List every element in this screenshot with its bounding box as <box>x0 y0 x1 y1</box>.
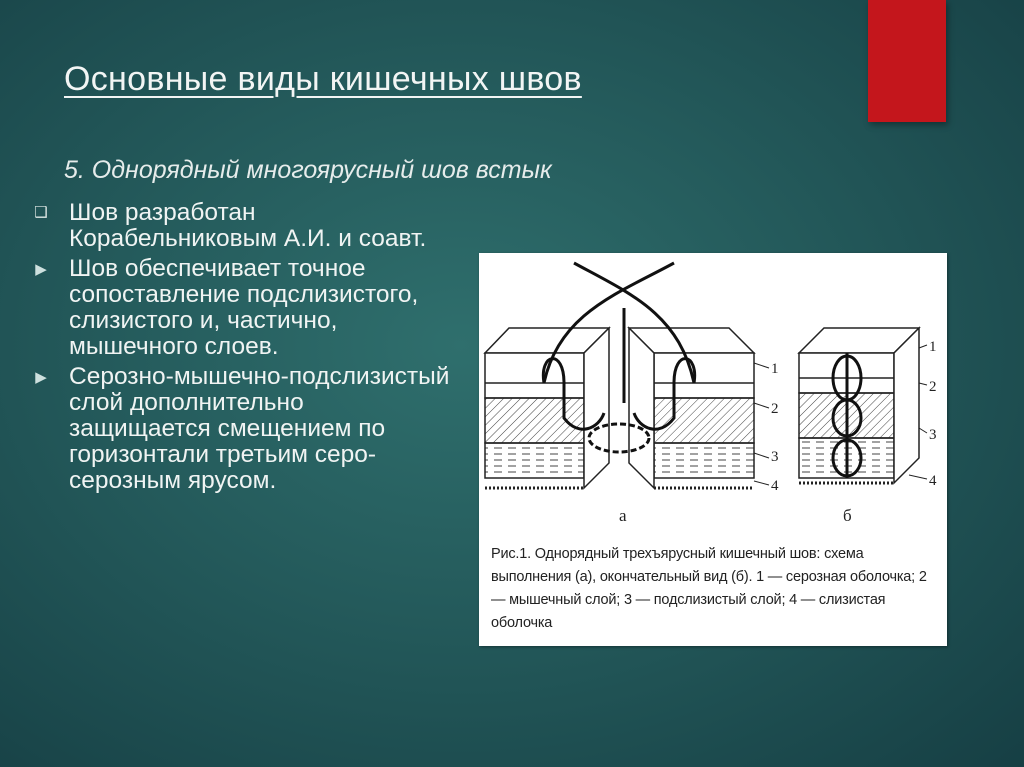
panel-a-label: а <box>619 506 627 525</box>
layer-callouts-a <box>754 363 769 485</box>
bullet-item <box>30 364 450 494</box>
accent-bar <box>868 0 946 122</box>
layer-number: 4 <box>771 478 779 494</box>
bullet-list <box>30 200 450 498</box>
slide-subtitle: 5. Однорядный многоярусный шов встык <box>64 156 552 184</box>
layer-number: 3 <box>929 427 937 443</box>
suture-figure <box>479 253 947 646</box>
bullet-text: Шов обеспечивает точное сопоставление подслизистого, слизистого и, частично, мышечного слоев. <box>69 255 419 360</box>
layer-number: 4 <box>929 473 937 489</box>
bullet-item <box>30 200 450 252</box>
panel-b-label: б <box>843 506 852 525</box>
layer-number: 1 <box>771 361 779 377</box>
square-bullet-icon: ❑ <box>34 204 48 221</box>
panel-a-left-block <box>485 328 609 488</box>
triangle-bullet-icon: ▶ <box>35 369 47 386</box>
layer-number: 3 <box>771 449 779 465</box>
suture-diagram <box>479 253 947 543</box>
bullet-text: Серозно-мышечно-подслизистый слой дополнительно защищается смещением по горизонтали третьим серо-серозным ярусом. <box>69 363 450 494</box>
triangle-bullet-icon: ▶ <box>35 261 47 278</box>
layer-number: 2 <box>771 401 779 417</box>
layer-number: 2 <box>929 379 937 395</box>
layer-number: 1 <box>929 339 937 355</box>
slide-title: Основные виды кишечных швов <box>64 60 582 98</box>
panel-b-block <box>799 328 919 483</box>
panel-a-right-block <box>629 328 754 488</box>
bullet-text: Шов разработан Корабельниковым А.И. и соавт. <box>69 199 427 252</box>
figure-caption: Рис.1. Однорядный трехъярусный кишечный шов: схема выполнения (а), окончательный вид (б). 1 — серозная оболочка; 2 — мышечный слой; 3 — подслизистый слой; 4 — слизистая оболочка <box>491 546 927 631</box>
bullet-item <box>30 256 450 360</box>
